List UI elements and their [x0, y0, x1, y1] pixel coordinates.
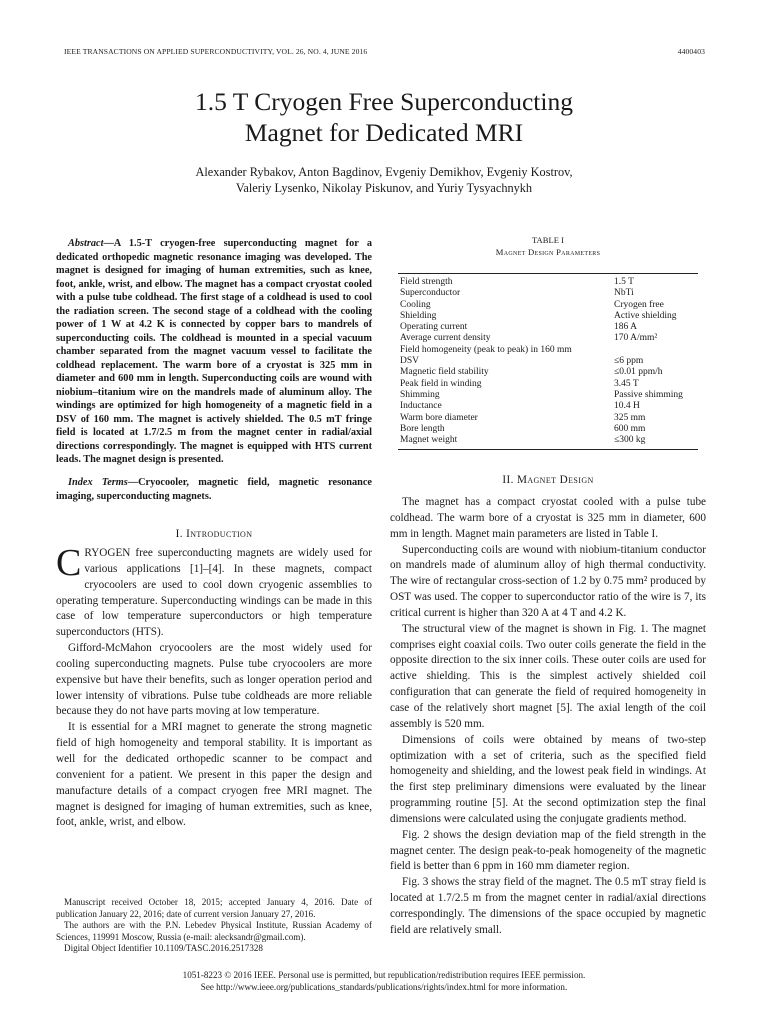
magnet-parameters-table: [398, 273, 698, 450]
table-row: [398, 311, 698, 322]
param-value-cell: Passive shimming: [614, 389, 683, 400]
section-heading-magnet-design: [390, 473, 706, 489]
table-row: [398, 333, 698, 344]
table-row: [398, 274, 698, 289]
abstract-text: —A 1.5-T cryogen-free superconducting magnet for a dedicated orthopedic magnetic resonance imaging was developed. The magnet is designed for imaging of human extremities, such as knee, foot, ankle, wrist, and elbow. The magnet has a compact cryostat cooled with a pulse tube coldhead. The first stage of a coldhead is used to cool the radiation screen. The second stage of a coldhead with the cooling power of 1 W at 4.2 K is connected by copper bars to mandrels of superconducting coils. The coldhead is mounted in a special vacuum chamber separated from the magnet vacuum vessel to facilitate the coldhead replacement. The warm bore of a cryostat is 325 mm in diameter and 600 mm in length. Superconducting coils are wound with niobium–titanium wire on the mandrels made of aluminum alloy. The windings are optimized for high homogeneity of a magnetic field in a DSV of 160 mm. The magnet is actively shielded. The 0.5 mT fringe field is located at 1.7/2.5 m from the magnet center in radial/axial directions correspondingly. The magnet is equipped with HTS current leads. The magnet design is presented.: [56, 238, 372, 465]
param-name-cell: Cooling: [400, 299, 431, 310]
section-title: Magnet Design: [516, 474, 594, 486]
table-row: [398, 413, 698, 424]
authors-line-2: Valeriy Lysenko, Nikolay Piskunov, and Yuriy Tysyachnykh: [235, 180, 533, 195]
drop-cap: C: [56, 542, 82, 584]
param-name-cell: Field strength: [400, 277, 453, 287]
intro-paragraph-2: Gifford-McMahon cryocoolers are the most widely used for cooling superconducting magnets. Pulse tube cryocoolers are more expensive but have their benefits, such as longer operation period and lower intensity of vibrations. Pulse tube coldheads are more reliable because they do not have parts moving at low temperature.: [56, 642, 372, 718]
footnote-affiliation: The authors are with the P.N. Lebedev Physical Institute, Russian Academy of Sciences, 119991 Moscow, Russia (e-mail: alecksandr@gmail.com).: [56, 920, 372, 942]
running-header-page-id: 4400403: [677, 47, 705, 56]
param-name-cell: Field homogeneity (peak to peak) in 160 mm: [400, 344, 572, 355]
param-value-cell: ≤300 kg: [614, 435, 646, 446]
table-body: [398, 273, 698, 450]
param-name-cell: Magnetic field stability: [400, 367, 489, 378]
design-paragraph-5: Fig. 2 shows the design deviation map of the field strength in the magnet center. The design peak-to-peak homogeneity of the magnetic field is better than 6 ppm in 160 mm diameter region.: [390, 828, 706, 873]
param-value-cell: 10.4 H: [614, 401, 640, 412]
param-name-cell: Operating current: [400, 322, 468, 333]
intro-paragraph-1: RYOGEN free superconducting magnets are widely used for various applications [1]–[4]. In these magnets, compact cryocoolers are used to cool down cryogenic assemblies to operating temperature. Superconducting windings can be made in this case of low temperature superconductors or high temperature superconductors (HTS).: [56, 547, 372, 639]
design-paragraph-2: Superconducting coils are wound with niobium-titanium conductor on mandrels made of aluminum alloy of high thermal conductivity. The wire of rectangular cross-section of 1.2 by 0.75 mm² produced by OST was used. The copper to superconductor ratio of the wire is 7, its critical current is higher than 320 A at 4 T and 4.2 K.: [390, 543, 706, 619]
abstract-lead: Abstract: [68, 238, 104, 249]
param-name-cell: Peak field in winding: [400, 378, 482, 389]
table-row: [398, 424, 698, 435]
param-name-cell: Shimming: [400, 389, 440, 400]
param-value-cell: 1.5 T: [614, 277, 634, 287]
title-line-1: 1.5 T Cryogen Free Superconducting: [195, 87, 573, 116]
param-name-cell: Warm bore diameter: [400, 412, 478, 423]
param-name-cell: Shielding: [400, 310, 437, 321]
index-terms: [56, 476, 372, 503]
footnote-doi: Digital Object Identifier 10.1109/TASC.2016.2517328: [64, 943, 263, 954]
title-line-2: Magnet for Dedicated MRI: [244, 118, 524, 147]
introduction-body: [56, 542, 372, 831]
param-value-cell: NbTi: [614, 288, 634, 299]
paper-title: [64, 86, 704, 148]
table-row: [398, 367, 698, 378]
table-row: [398, 356, 698, 367]
param-value-cell: ≤0.01 ppm/h: [614, 367, 663, 378]
design-paragraph-6: Fig. 3 shows the stray field of the magnet. The 0.5 mT stray field is located at 1.7/2.5 m from the magnet center in radial/axial directions correspondingly. The dimensions of the space occupied by magnetic field are relatively small.: [390, 876, 706, 936]
param-value-cell: 3.45 T: [614, 378, 639, 389]
param-value-cell: Active shielding: [614, 310, 677, 321]
design-paragraph-3: The structural view of the magnet is shown in Fig. 1. The magnet comprises eight coaxial coils. Two outer coils generate the field in the opposite direction to the six inner coils. These outer coils are used for active shielding. This is the simplest actively shielded coil configuration that can generate the field of required homogeneity in case of the relatively short magnet [5]. The axial length of the coil assembly is 520 mm.: [390, 622, 706, 730]
footnotes: [56, 897, 372, 955]
param-value-cell: ≤6 ppm: [614, 356, 644, 367]
running-header-journal: IEEE TRANSACTIONS ON APPLIED SUPERCONDUCTIVITY, VOL. 26, NO. 4, JUNE 2016: [64, 47, 368, 56]
section-heading-introduction: [56, 527, 372, 543]
magnet-design-body: [390, 495, 706, 939]
table-row: [398, 379, 698, 390]
table-row: [398, 288, 698, 299]
param-value-cell: Cryogen free: [614, 299, 664, 310]
authors-line-1: Alexander Rybakov, Anton Bagdinov, Evgeniy Demikhov, Evgeniy Kostrov,: [195, 165, 573, 179]
copyright-footer: [64, 970, 704, 993]
section-number: I.: [175, 528, 183, 540]
table-row: [398, 345, 698, 356]
table-row: [398, 322, 698, 333]
table-row: [398, 435, 698, 450]
param-value-cell: 325 mm: [614, 412, 646, 423]
table-label: TABLE I: [531, 235, 564, 245]
index-terms-text: —Cryocooler, magnetic field, magnetic resonance imaging, superconducting magnets.: [56, 477, 372, 502]
table-row: [398, 390, 698, 401]
param-value-cell: 600 mm: [614, 423, 646, 434]
table-row: [398, 300, 698, 311]
footer-line-2: See http://www.ieee.org/publications_standards/publications/rights/index.html for more information.: [200, 981, 568, 992]
index-terms-lead: Index Terms: [68, 477, 128, 488]
table-row: [398, 401, 698, 412]
table-caption: Magnet Design Parameters: [495, 247, 601, 257]
abstract: [56, 237, 372, 467]
param-name-cell: DSV: [400, 356, 420, 367]
param-name-cell: Bore length: [400, 423, 445, 434]
param-name-cell: Inductance: [400, 401, 442, 412]
param-name-cell: Average current density: [400, 333, 491, 344]
param-value-cell: 186 A: [614, 322, 637, 333]
footnote-manuscript: Manuscript received October 18, 2015; accepted January 4, 2016. Date of publication January 22, 2016; date of current version January 27, 2016.: [56, 897, 372, 919]
design-paragraph-1: The magnet has a compact cryostat cooled with a pulse tube coldhead. The warm bore of a cryostat is 325 mm in diameter, 600 mm in length. Magnet main parameters are listed in Table I.: [390, 496, 706, 540]
design-paragraph-4: Dimensions of coils were obtained by means of two-step optimization with a set of criteria, such as the specified field homogeneity and shielding, and the lowest peak field in windings. At the first step preliminary dimensions were evaluated by the linear programming routine [5]. At the second optimization step the final dimensions were calculated using the conjugate gradients method.: [390, 733, 706, 825]
footer-line-1: 1051-8223 © 2016 IEEE. Personal use is permitted, but republication/redistribution requires IEEE permission.: [182, 970, 586, 980]
section-number: II.: [502, 474, 514, 486]
param-name-cell: Superconductor: [400, 288, 461, 299]
author-list: [64, 165, 704, 196]
param-name-cell: Magnet weight: [400, 435, 458, 446]
intro-paragraph-3: It is essential for a MRI magnet to generate the strong magnetic field of high homogeneity and temporal stability. It is important as well for the dedicated orthopedic scanner to be compact and convenient for a patient. We present in this paper the design and manufacture details of a compact cryogen free MRI magnet. The magnet is designed for imaging of human extremities, such as knee, foot, ankle, wrist, and elbow.: [56, 721, 372, 829]
param-value-cell: [612, 345, 698, 356]
param-value-cell: 170 A/mm²: [614, 333, 658, 344]
table-title: [390, 234, 706, 258]
section-title: Introduction: [186, 528, 253, 540]
